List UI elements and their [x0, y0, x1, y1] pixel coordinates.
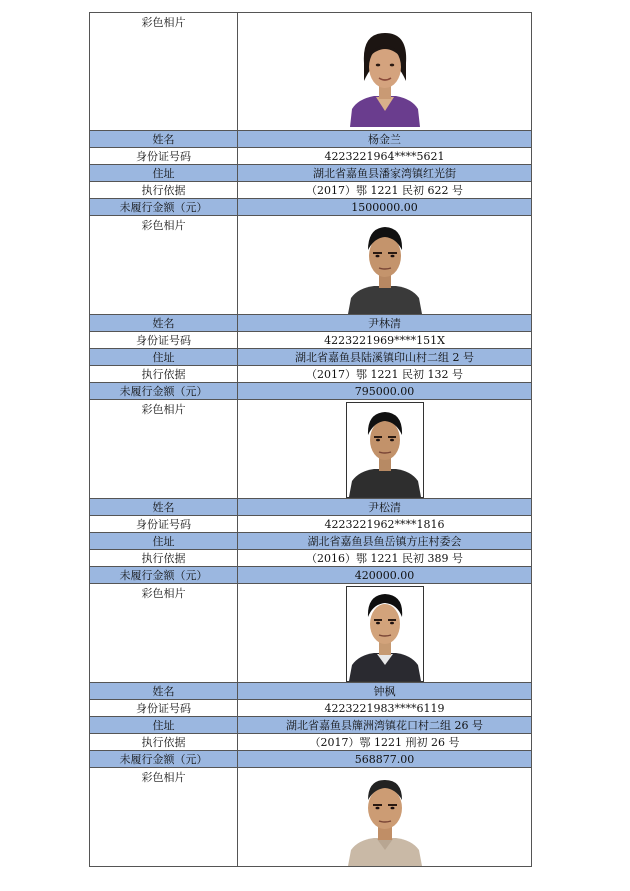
id-row [90, 700, 532, 717]
basis-label: 执行依据 [90, 734, 238, 751]
name-value: 尹松清 [238, 499, 532, 516]
amount-label: 未履行金额（元） [90, 751, 238, 768]
amount-row [90, 567, 532, 584]
id-value: 4223221962****1816 [238, 516, 532, 533]
id-value: 4223221964****5621 [238, 148, 532, 165]
id-label: 身份证号码 [90, 332, 238, 349]
basis-label: 执行依据 [90, 182, 238, 199]
id-value: 4223221983****6119 [238, 700, 532, 717]
basis-row [90, 182, 532, 199]
address-value: 湖北省嘉鱼县鱼岳镇方庄村委会 [238, 533, 532, 550]
name-label: 姓名 [90, 499, 238, 516]
photo-row [90, 216, 532, 315]
address-row [90, 165, 532, 182]
amount-label: 未履行金额（元） [90, 199, 238, 216]
photo-cell [238, 13, 532, 131]
amount-value: 795000.00 [238, 383, 532, 400]
address-row [90, 717, 532, 734]
address-label: 住址 [90, 165, 238, 182]
id-label: 身份证号码 [90, 700, 238, 717]
wanted-list-sheet [89, 12, 531, 867]
photo-cell [238, 768, 532, 867]
amount-label: 未履行金额（元） [90, 383, 238, 400]
basis-label: 执行依据 [90, 550, 238, 567]
record-table [89, 12, 532, 867]
amount-value: 420000.00 [238, 567, 532, 584]
photo-row [90, 584, 532, 683]
name-label: 姓名 [90, 683, 238, 700]
photo-label: 彩色相片 [90, 13, 238, 131]
id-row [90, 332, 532, 349]
id-row [90, 516, 532, 533]
photo-label: 彩色相片 [90, 584, 238, 683]
basis-row [90, 366, 532, 383]
name-label: 姓名 [90, 131, 238, 148]
name-row [90, 683, 532, 700]
photo-label: 彩色相片 [90, 768, 238, 867]
amount-value: 568877.00 [238, 751, 532, 768]
id-label: 身份证号码 [90, 148, 238, 165]
id-row [90, 148, 532, 165]
portrait-photo-1 [346, 23, 424, 127]
portrait-photo-2 [346, 218, 424, 314]
basis-value: （2017）鄂 1221 刑初 26 号 [238, 734, 532, 751]
id-label: 身份证号码 [90, 516, 238, 533]
photo-cell [238, 584, 532, 683]
photo-cell [238, 400, 532, 499]
photo-row [90, 400, 532, 499]
id-value: 4223221969****151X [238, 332, 532, 349]
portrait-photo-4 [346, 586, 424, 682]
name-value: 尹林清 [238, 315, 532, 332]
basis-value: （2017）鄂 1221 民初 622 号 [238, 182, 532, 199]
address-value: 湖北省嘉鱼县陆溪镇印山村二组 2 号 [238, 349, 532, 366]
photo-row [90, 13, 532, 131]
name-row [90, 315, 532, 332]
name-row [90, 499, 532, 516]
photo-label: 彩色相片 [90, 216, 238, 315]
name-value: 杨金兰 [238, 131, 532, 148]
amount-row [90, 199, 532, 216]
address-label: 住址 [90, 349, 238, 366]
address-value: 湖北省嘉鱼县簰洲湾镇花口村二组 26 号 [238, 717, 532, 734]
amount-value: 1500000.00 [238, 199, 532, 216]
address-label: 住址 [90, 717, 238, 734]
portrait-photo-3 [346, 402, 424, 498]
basis-row [90, 734, 532, 751]
address-label: 住址 [90, 533, 238, 550]
amount-row [90, 751, 532, 768]
amount-label: 未履行金额（元） [90, 567, 238, 584]
photo-cell [238, 216, 532, 315]
photo-label: 彩色相片 [90, 400, 238, 499]
basis-label: 执行依据 [90, 366, 238, 383]
amount-row [90, 383, 532, 400]
photo-row [90, 768, 532, 867]
address-row [90, 533, 532, 550]
name-label: 姓名 [90, 315, 238, 332]
basis-row [90, 550, 532, 567]
address-value: 湖北省嘉鱼县潘家湾镇红光街 [238, 165, 532, 182]
name-value: 钟枫 [238, 683, 532, 700]
address-row [90, 349, 532, 366]
basis-value: （2017）鄂 1221 民初 132 号 [238, 366, 532, 383]
basis-value: （2016）鄂 1221 民初 389 号 [238, 550, 532, 567]
portrait-photo-5 [346, 770, 424, 866]
name-row [90, 131, 532, 148]
